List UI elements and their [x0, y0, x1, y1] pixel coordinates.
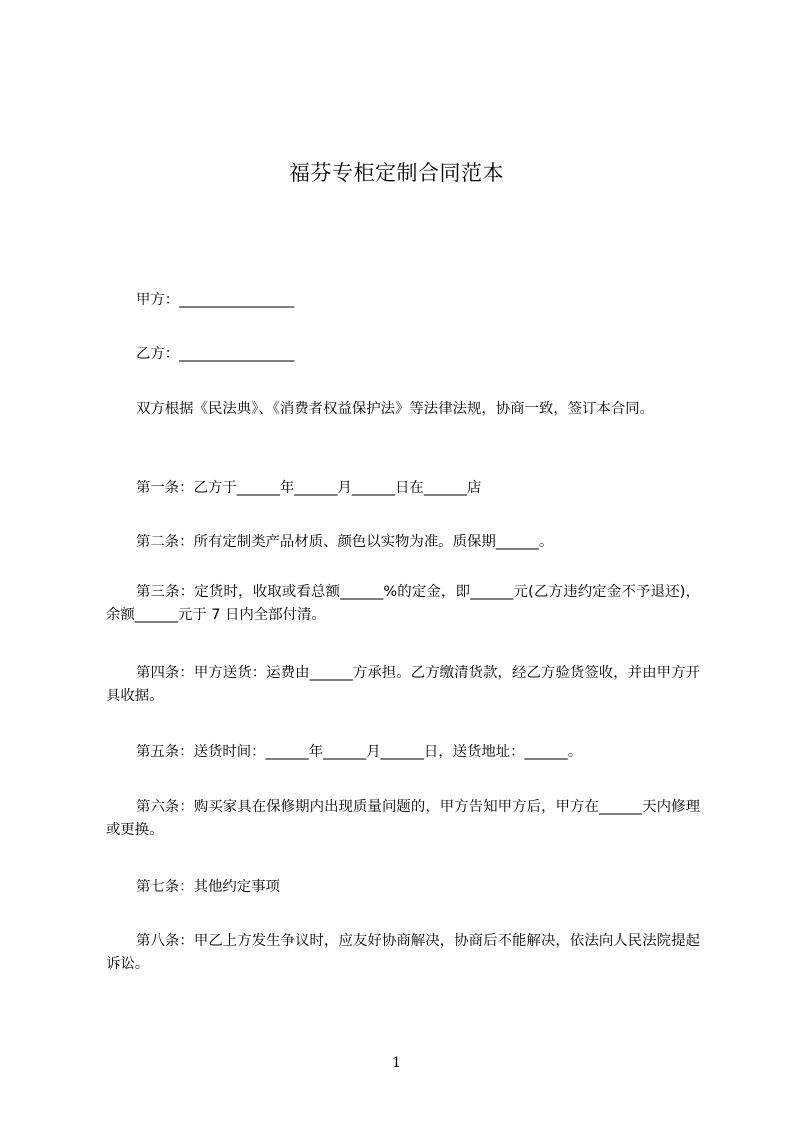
intro-paragraph: 双方根据《民法典》、《消费者权益保护法》等法律法规，协商一致，签订本合同。 — [136, 401, 655, 417]
document-title: 福芬专柜定制合同范本 — [289, 161, 504, 186]
article-6: 第六条：购买家具在保修期内出现质量问题的，甲方告知甲方后，甲方在______天内修理或更换。 — [106, 799, 700, 838]
article-2: 第二条：所有定制类产品材质、颜色以实物为准。质保期______。 — [136, 534, 554, 550]
article-5: 第五条：送货时间：______年______月______日，送货地址：______。 — [136, 744, 583, 760]
page-number: 1 — [392, 1055, 401, 1071]
article-7: 第七条：其他约定事项 — [136, 879, 280, 895]
party-a-line: 甲方：________________ — [136, 292, 295, 308]
article-8: 第八条：甲乙上方发生争议时，应友好协商解决，协商后不能解决，依法向人民法院提起诉讼。 — [106, 933, 700, 972]
article-3: 第三条：定货时，收取或看总额______%的定金，即______元(乙方违约定金不予退还)，余额______元于 7 日内全部付清。 — [106, 584, 700, 623]
article-1: 第一条：乙方于______年______月______日在______店 — [136, 480, 482, 496]
article-4: 第四条：甲方送货：运费由______方承担。乙方缴清货款，经乙方验货签收，并由甲方开具收据。 — [106, 665, 700, 704]
party-b-line: 乙方：________________ — [136, 346, 295, 362]
